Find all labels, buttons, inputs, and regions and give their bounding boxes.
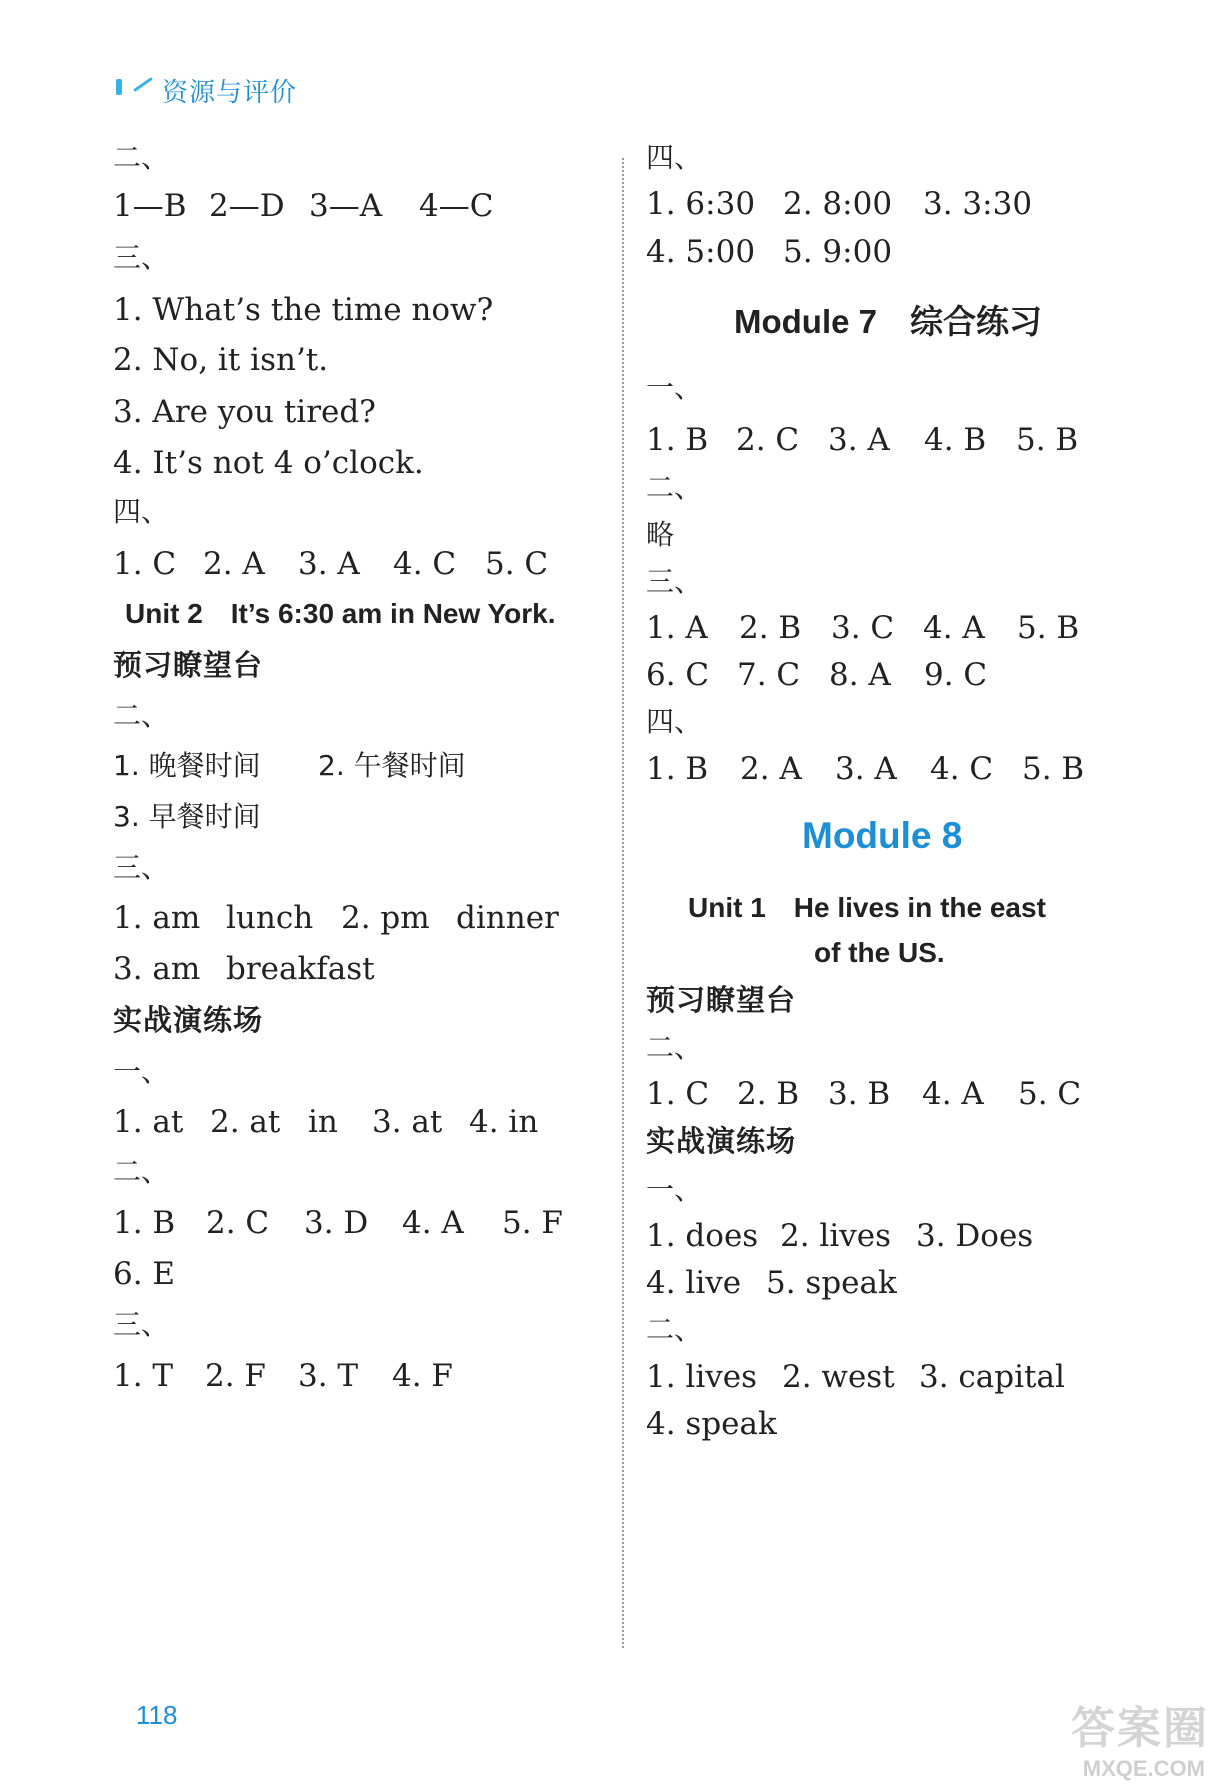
answer-line: 1. lives 2. west 3. capital: [646, 1359, 1065, 1395]
answer-line: 1. am lunch 2. pm dinner: [113, 900, 559, 936]
answer-line: 1. What’s the time now?: [113, 292, 494, 328]
section-label: 二、: [646, 471, 703, 504]
section-heading: 预习瞭望台: [646, 983, 797, 1017]
answer-line: 1—B 2—D 3—A 4—C: [113, 188, 494, 224]
section-label: 三、: [113, 241, 170, 274]
answer-line: 1. B 2. C 3. D 4. A 5. F: [113, 1205, 563, 1241]
section-heading: 预习瞭望台: [113, 648, 264, 682]
section-heading: 实战演练场: [113, 1003, 264, 1037]
answer-line: 6. E: [113, 1256, 176, 1292]
section-label: 二、: [113, 699, 170, 732]
unit-heading-continued: of the US.: [814, 937, 945, 968]
section-label: 一、: [646, 371, 703, 404]
section-heading: 实战演练场: [646, 1124, 797, 1158]
answer-line: 3. 早餐时间: [113, 800, 261, 833]
section-label: 一、: [113, 1055, 170, 1088]
answer-line: 6. C 7. C 8. A 9. C: [646, 657, 988, 693]
section-label: 一、: [646, 1173, 703, 1206]
answer-line: 1. does 2. lives 3. Does: [646, 1218, 1034, 1254]
section-label: 四、: [113, 495, 170, 528]
answer-line: 3. am breakfast: [113, 951, 375, 987]
answer-line: 3. Are you tired?: [113, 394, 376, 430]
page-number: 118: [136, 1700, 178, 1730]
answer-line: 1. T 2. F 3. T 4. F: [113, 1358, 453, 1394]
answer-line: 1. B 2. A 3. A 4. C 5. B: [646, 751, 1085, 787]
column-divider: [622, 158, 624, 1648]
answer-line: 1. B 2. C 3. A 4. B 5. B: [646, 422, 1079, 458]
answer-line: 1. 6:30 2. 8:00 3. 3:30: [646, 186, 1033, 222]
answer-line: 4. It’s not 4 o’clock.: [113, 445, 424, 481]
answer-line: 1. C 2. B 3. B 4. A 5. C: [646, 1076, 1082, 1112]
answer-line: 略: [646, 518, 675, 551]
section-label: 三、: [113, 1308, 170, 1341]
answer-line: 4. 5:00 5. 9:00: [646, 234, 893, 270]
answer-line: 1. C 2. A 3. A 4. C 5. C: [113, 546, 549, 582]
section-label: 二、: [646, 1313, 703, 1346]
unit-heading: Unit 1 He lives in the east: [688, 892, 1046, 923]
answer-line: 1. A 2. B 3. C 4. A 5. B: [646, 610, 1080, 646]
section-label: 三、: [113, 851, 170, 884]
unit-heading: Unit 2 It’s 6:30 am in New York.: [125, 598, 556, 629]
running-header: [112, 70, 297, 110]
answer-line: 4. speak: [646, 1406, 777, 1442]
section-label: 二、: [113, 1155, 170, 1188]
answer-line: 1. 晚餐时间 2. 午餐时间: [113, 749, 466, 782]
module-heading: Module 7 综合练习: [734, 303, 1043, 340]
module-heading-blue: Module 8: [802, 815, 963, 856]
section-label: 四、: [646, 141, 703, 174]
section-label: 四、: [646, 705, 703, 738]
answer-line: 4. live 5. speak: [646, 1265, 897, 1301]
answer-line: 1. at 2. at in 3. at 4. in: [113, 1104, 539, 1140]
watermark-text: 答案圈: [1071, 1703, 1209, 1754]
section-label: 二、: [646, 1031, 703, 1064]
section-label: 二、: [113, 141, 170, 174]
header-title: 资源与评价: [162, 77, 298, 108]
answer-line: 2. No, it isn’t.: [113, 342, 329, 378]
section-label: 三、: [646, 565, 703, 598]
watermark-url: MXQE.COM: [1082, 1756, 1205, 1781]
watermark-logo: [1009, 1692, 1209, 1782]
header-logo-icon: [112, 75, 158, 105]
